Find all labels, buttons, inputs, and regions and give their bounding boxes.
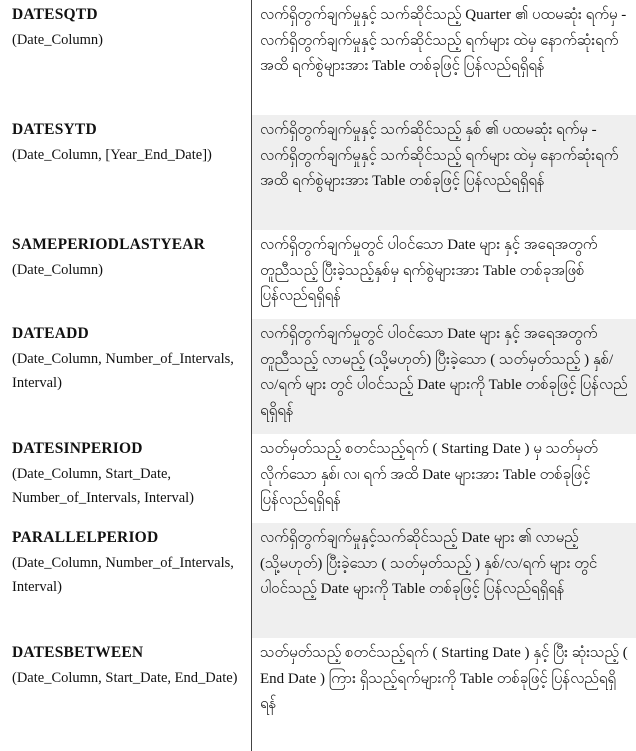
table-row-datesytd bbox=[0, 115, 636, 230]
description-cell: လက်ရှိတွက်ချက်မှုတွင် ပါဝင်သော Date များ နှင့် အရေအတွက် တူညီသည့် လာမည့် (သို့မဟုတ်) ပြီးခဲ့သော ( သတ်မှတ်သည့် ) နှစ်/လ/ရက် များ တွင် ပါဝင်သည့် Date များကို Table တစ်ခုဖြင့် ပြန်လည်ရရှိရန် bbox=[252, 319, 636, 434]
function-cell bbox=[0, 434, 252, 523]
function-params: (Date_Column, Start_Date, End_Date) bbox=[12, 670, 238, 686]
table-row-sameperiodlastyear bbox=[0, 230, 636, 319]
function-name: DATESINPERIOD bbox=[12, 440, 143, 457]
function-name: DATESYTD bbox=[12, 121, 97, 138]
table-row-datesinperiod bbox=[0, 434, 636, 523]
function-cell bbox=[0, 0, 252, 115]
function-cell bbox=[0, 115, 252, 230]
function-name: SAMEPERIODLASTYEAR bbox=[12, 236, 206, 253]
function-name: DATESQTD bbox=[12, 6, 98, 23]
function-params: (Date_Column, Number_of_Intervals, Interval) bbox=[12, 555, 234, 595]
table-row-datesbetween bbox=[0, 638, 636, 751]
description-cell: လက်ရှိတွက်ချက်မှုနှင့် သက်ဆိုင်သည့် နှစ် ၏ ပထမဆုံး ရက်မှ - လက်ရှိတွက်ချက်မှုနှင့် သက်ဆိုင်သည့် ရက်များ ထဲမှ နောက်ဆုံးရက်အထိ ရက်စွဲများအား Table တစ်ခုဖြင့် ပြန်လည်ရရှိရန် bbox=[252, 115, 636, 230]
table-row-datesqtd bbox=[0, 0, 636, 115]
function-cell bbox=[0, 523, 252, 638]
function-cell bbox=[0, 230, 252, 319]
description-cell: လက်ရှိတွက်ချက်မှုနှင့်သက်ဆိုင်သည့် Date များ ၏ လာမည့် (သို့မဟုတ်) ပြီးခဲ့သော ( သတ်မှတ်သည့် ) နှစ်/လ/ရက် များ တွင် ပါဝင်သည့် Date များကို Table တစ်ခုဖြင့် ပြန်လည်ရရှိရန် bbox=[252, 523, 636, 638]
function-name: DATESBETWEEN bbox=[12, 644, 144, 661]
description-cell: သတ်မှတ်သည့် စတင်သည့်ရက် ( Starting Date ) နှင့် ပြီး ဆုံးသည့် ( End Date ) ကြား ရှိသည့်ရက်များကို Table တစ်ခုဖြင့် ပြန်လည်ရရှိရန် bbox=[260, 645, 628, 712]
function-name: DATEADD bbox=[12, 325, 89, 342]
function-cell bbox=[0, 319, 252, 434]
function-cell bbox=[0, 638, 252, 751]
description-cell: လက်ရှိတွက်ချက်မှုနှင့် သက်ဆိုင်သည့် Quarter ၏ ပထမဆုံး ရက်မှ - လက်ရှိတွက်ချက်မှုနှင့် သက်ဆိုင်သည့် ရက်များ ထဲမှ နောက်ဆုံးရက်အထိ ရက်စွဲများအား Table တစ်ခုဖြင့် ပြန်လည်ရရှိရန် bbox=[260, 7, 627, 74]
function-params: (Date_Column) bbox=[12, 262, 104, 278]
function-params: (Date_Column, Number_of_Intervals, Interval) bbox=[12, 351, 234, 391]
description-cell: သတ်မှတ်သည့် စတင်သည့်ရက် ( Starting Date ) မှ သတ်မှတ် လိုက်သော နှစ်၊ လ၊ ရက် အထိ Date များအား Table တစ်ခုဖြင့် ပြန်လည်ရရှိရန် bbox=[260, 441, 598, 508]
function-params: (Date_Column) bbox=[12, 32, 104, 48]
table-row-parallelperiod bbox=[0, 523, 636, 638]
description-cell: လက်ရှိတွက်ချက်မှုတွင် ပါဝင်သော Date များ နှင့် အရေအတွက် တူညီသည့် ပြီးခဲ့သည့်နှစ်မှ ရက်စွဲများအား Table တစ်ခုအဖြစ် ပြန်လည်ရရှိရန် bbox=[260, 237, 598, 304]
function-params: (Date_Column, Start_Date, Number_of_Intervals, Interval) bbox=[12, 466, 194, 506]
function-name: PARALLELPERIOD bbox=[12, 529, 159, 546]
function-params: (Date_Column, [Year_End_Date]) bbox=[12, 147, 212, 163]
table-row-dateadd bbox=[0, 319, 636, 434]
